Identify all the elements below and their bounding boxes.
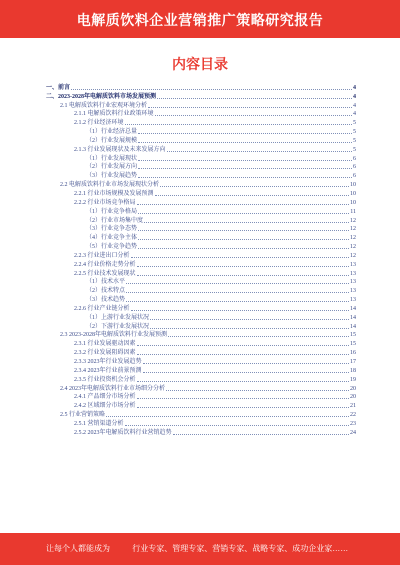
toc-entry-label: 2.4 2023年电解质饮料行业市场细分分析 — [60, 385, 166, 392]
toc-entry[interactable] — [46, 225, 356, 234]
toc-entry-label: 2.5.1 营销渠道分析 — [74, 420, 124, 427]
toc-entry[interactable] — [46, 419, 356, 428]
toc-entry-page: 13 — [350, 270, 356, 277]
toc-entry-label: 2.1 电解质饮料行业宏观环境分析 — [60, 102, 148, 109]
toc-entry[interactable] — [46, 428, 356, 437]
toc-leader-dots — [167, 151, 352, 152]
toc-entry[interactable] — [46, 348, 356, 357]
toc-entry[interactable] — [46, 216, 356, 225]
toc-entry-page: 5 — [353, 137, 356, 144]
toc-entry-label: （5）行业竞争趋势 — [86, 244, 138, 251]
toc-entry-label: （2）技术特点 — [86, 288, 126, 295]
toc-entry-page: 6 — [353, 164, 356, 171]
toc-leader-dots — [137, 204, 349, 205]
toc-entry-label: 2.5.2 2023年电解质饮料行业营销趋势 — [74, 429, 172, 436]
toc-leader-dots — [71, 89, 352, 90]
toc-entry[interactable] — [46, 401, 356, 410]
toc-entry-label: 2.2.3 行业进出口分析 — [74, 252, 130, 259]
toc-entry-page: 17 — [350, 359, 356, 365]
toc-entry[interactable] — [46, 322, 356, 331]
toc-entry-label: 2.2.5 行业技术发展现状 — [74, 270, 136, 277]
toc-leader-dots — [137, 275, 349, 276]
toc-leader-dots — [137, 345, 349, 346]
table-of-contents — [46, 83, 356, 437]
toc-entry[interactable] — [46, 251, 356, 260]
toc-entry[interactable] — [46, 171, 356, 180]
toc-entry[interactable] — [46, 410, 356, 419]
toc-entry-page: 10 — [350, 182, 356, 189]
toc-entry[interactable] — [46, 83, 356, 92]
toc-entry-label: 2.3.2 行业发展阻碍因素 — [74, 350, 136, 357]
toc-entry-page: 10 — [350, 190, 356, 197]
toc-leader-dots — [138, 239, 349, 240]
toc-entry-label: （3）行业发展趋势 — [86, 173, 138, 180]
toc-leader-dots — [126, 292, 349, 293]
toc-entry[interactable] — [46, 136, 356, 145]
toc-entry[interactable] — [46, 393, 356, 402]
toc-entry-label: （1）上游行业发展状况 — [86, 314, 150, 321]
toc-leader-dots — [125, 425, 349, 426]
toc-entry-page: 16 — [350, 350, 356, 357]
toc-entry[interactable] — [46, 366, 356, 375]
footer-left-text: 让每个人都能成为 — [46, 544, 110, 553]
footer-right-text: 行业专家、管理专家、营销专家、战略专家、成功企业家…… — [132, 544, 349, 553]
toc-entry-page: 4 — [353, 102, 356, 109]
toc-entry-page: 12 — [350, 252, 356, 259]
toc-entry-label: 2.4.1 产品细分市场分析 — [74, 394, 136, 401]
toc-entry-page: 5 — [353, 120, 356, 127]
toc-entry-page: 13 — [350, 297, 356, 304]
toc-entry-label: （1）行业经济总量 — [86, 129, 138, 136]
toc-leader-dots — [138, 177, 352, 178]
toc-entry-label: 2.2.4 行业价格走势分析 — [74, 261, 136, 268]
toc-leader-dots — [173, 434, 349, 435]
toc-entry-page: 4 — [353, 93, 356, 100]
toc-leader-dots — [138, 248, 349, 249]
toc-entry[interactable] — [46, 313, 356, 322]
toc-entry[interactable] — [46, 357, 356, 366]
toc-entry[interactable] — [46, 242, 356, 251]
toc-entry-page: 4 — [353, 84, 356, 91]
toc-entry-label: （2）行业发展规模 — [86, 137, 138, 144]
toc-leader-dots — [160, 186, 349, 187]
toc-entry[interactable] — [46, 180, 356, 189]
toc-entry-page: 14 — [350, 305, 356, 312]
toc-leader-dots — [155, 115, 352, 116]
toc-entry-page: 11 — [350, 208, 356, 215]
toc-entry[interactable] — [46, 331, 356, 340]
toc-leader-dots — [137, 381, 349, 382]
toc-entry[interactable] — [46, 145, 356, 154]
report-title: 电解质饮料企业营销推广策略研究报告 — [76, 12, 324, 28]
toc-leader-dots — [155, 195, 349, 196]
toc-entry-label: 2.2.6 行业产业链分析 — [74, 305, 130, 312]
header-bar — [0, 0, 400, 38]
toc-leader-dots — [138, 230, 349, 231]
toc-entry-label: （4）行业竞争主体 — [86, 235, 138, 242]
toc-entry[interactable] — [46, 154, 356, 163]
toc-entry-page: 13 — [350, 288, 356, 295]
toc-entry-label: （2）下游行业发展状况 — [86, 323, 150, 330]
toc-entry-page: 13 — [350, 261, 356, 268]
toc-entry-page: 4 — [353, 111, 356, 118]
toc-leader-dots — [157, 98, 352, 99]
toc-entry[interactable] — [46, 189, 356, 198]
toc-entry[interactable] — [46, 92, 356, 101]
toc-entry-page: 12 — [350, 244, 356, 251]
footer-slogan — [46, 543, 348, 554]
toc-entry-label: 2.1.2 行业经济环境 — [74, 120, 124, 127]
toc-leader-dots — [137, 407, 349, 408]
toc-entry-label: 2.2 电解质饮料行业市场发展现状分析 — [60, 182, 160, 189]
toc-entry-page: 21 — [350, 403, 356, 410]
toc-entry-label: （2）行业市场集中度 — [86, 217, 144, 224]
toc-leader-dots — [166, 390, 349, 391]
toc-leader-dots — [143, 363, 349, 364]
toc-title: 内容目录 — [172, 56, 228, 72]
toc-entry-page: 18 — [350, 367, 356, 374]
toc-leader-dots — [126, 301, 349, 302]
toc-entry-page: 5 — [353, 146, 356, 153]
toc-entry-page: 6 — [353, 155, 356, 162]
toc-entry-label: （3）行业竞争态势 — [86, 226, 138, 233]
toc-entry[interactable] — [46, 304, 356, 313]
toc-entry[interactable] — [46, 110, 356, 119]
toc-entry[interactable] — [46, 286, 356, 295]
toc-leader-dots — [125, 124, 352, 125]
footer-bar — [0, 533, 400, 565]
toc-leader-dots — [144, 222, 349, 223]
toc-entry-label: 2.1.3 行业发展现状及未来发展方向 — [74, 146, 166, 153]
toc-entry-page: 12 — [350, 226, 356, 233]
toc-entry-page: 15 — [350, 341, 356, 348]
toc-entry-page: 12 — [350, 217, 356, 224]
toc-entry-page: 14 — [350, 323, 356, 330]
toc-entry-page: 6 — [353, 173, 356, 180]
toc-entry-page: 19 — [350, 376, 356, 383]
toc-entry-label: 2.1.1 电解质饮料行业政策环境 — [74, 111, 154, 118]
toc-leader-dots — [168, 336, 349, 337]
toc-entry-page: 24 — [350, 429, 356, 436]
toc-entry[interactable] — [46, 163, 356, 172]
toc-entry[interactable] — [46, 127, 356, 136]
toc-entry-label: 二、2023-2028年电解质饮料市场发展预测 — [46, 93, 156, 100]
toc-entry[interactable] — [46, 118, 356, 127]
toc-entry-page: 5 — [353, 129, 356, 136]
toc-entry-label: 2.5 行业营销策略 — [60, 412, 106, 419]
toc-entry-page: 20 — [350, 394, 356, 401]
toc-entry-label: 2.3 2023-2028年电解质饮料行业发展预测 — [60, 332, 167, 339]
toc-entry-label: 2.3.4 2023年行业前景预测 — [74, 367, 142, 374]
toc-leader-dots — [137, 354, 349, 355]
toc-entry-label: 2.3.3 2023年行业发展趋势 — [74, 359, 142, 365]
toc-leader-dots — [138, 142, 352, 143]
toc-entry[interactable] — [46, 198, 356, 207]
toc-entry[interactable] — [46, 339, 356, 348]
toc-leader-dots — [138, 133, 352, 134]
toc-entry-label: （3）技术趋势 — [86, 297, 126, 304]
toc-entry-page: 10 — [350, 199, 356, 206]
toc-leader-dots — [150, 328, 349, 329]
toc-entry-label: 2.2.2 行业市场竞争格局 — [74, 199, 136, 206]
toc-leader-dots — [126, 283, 349, 284]
toc-entry-label: （1）技术水平 — [86, 279, 126, 286]
toc-entry[interactable] — [46, 207, 356, 216]
toc-leader-dots — [150, 319, 349, 320]
toc-entry-label: 2.3.5 行业投资机会分析 — [74, 376, 136, 383]
toc-entry[interactable] — [46, 384, 356, 393]
toc-entry-label: 2.2.1 行业市场规模及发展预测 — [74, 190, 154, 197]
toc-entry-page: 23 — [350, 420, 356, 427]
toc-entry-label: 一、前言 — [46, 84, 71, 91]
toc-entry-page: 12 — [350, 235, 356, 242]
toc-entry[interactable] — [46, 278, 356, 287]
toc-entry-page: 20 — [350, 385, 356, 392]
toc-entry-label: （1）行业竞争格局 — [86, 208, 138, 215]
toc-entry[interactable] — [46, 233, 356, 242]
toc-entry[interactable] — [46, 101, 356, 110]
toc-leader-dots — [138, 160, 352, 161]
toc-entry-page: 13 — [350, 279, 356, 286]
toc-entry-page: 15 — [350, 332, 356, 339]
toc-entry[interactable] — [46, 269, 356, 278]
toc-entry[interactable] — [46, 260, 356, 269]
toc-leader-dots — [131, 257, 349, 258]
toc-leader-dots — [131, 310, 349, 311]
toc-entry-label: （1）行业发展现状 — [86, 155, 138, 162]
toc-leader-dots — [106, 416, 349, 417]
toc-entry-page: 14 — [350, 314, 356, 321]
toc-leader-dots — [148, 107, 352, 108]
toc-leader-dots — [138, 168, 352, 169]
toc-entry-label: （2）行业发展方向 — [86, 164, 138, 171]
toc-entry-label: 2.4.2 区域细分市场分析 — [74, 403, 136, 410]
toc-leader-dots — [138, 213, 349, 214]
toc-leader-dots — [137, 266, 349, 267]
toc-entry-page: 22 — [350, 412, 356, 419]
toc-entry-label: 2.3.1 行业发展驱动因素 — [74, 341, 136, 348]
toc-leader-dots — [137, 398, 349, 399]
toc-leader-dots — [143, 372, 349, 373]
toc-entry[interactable] — [46, 295, 356, 304]
toc-entry[interactable] — [46, 375, 356, 384]
